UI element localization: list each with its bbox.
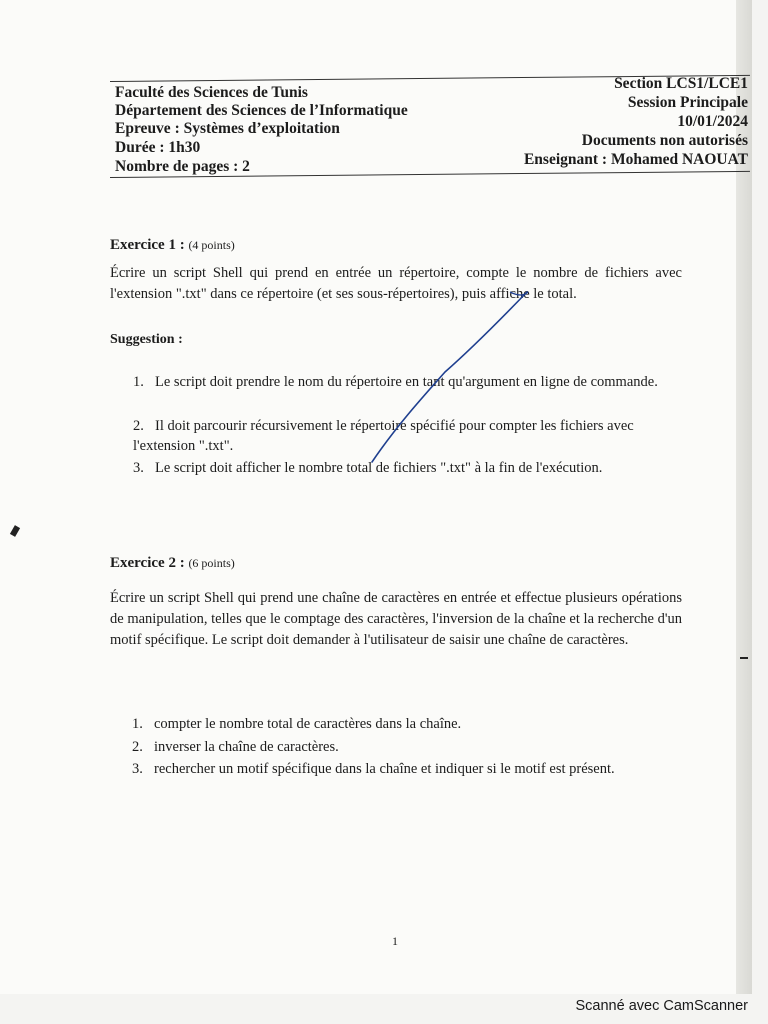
header-department: Département des Sciences de l’Informatique: [115, 102, 408, 119]
header-page-count: Nombre de pages : 2: [115, 158, 250, 175]
page-number: 1: [392, 934, 398, 948]
exercise1-title-text: Exercice 1 :: [110, 237, 185, 253]
item-number: 2.: [132, 739, 143, 755]
exercise2-item: [132, 759, 692, 779]
item-number: 3.: [132, 761, 143, 777]
item-text: compter le nombre total de caractères dans la chaîne.: [154, 716, 462, 732]
scanner-watermark: Scanné avec CamScanner: [575, 998, 748, 1014]
item-number: 3.: [133, 460, 144, 476]
exercise1-points: (4 points): [188, 238, 235, 252]
exercise1-item: [133, 416, 693, 456]
header-section: Section LCS1/LCE1: [614, 75, 748, 92]
item-number: 1.: [133, 374, 144, 390]
header-date: 10/01/2024: [677, 113, 748, 130]
exercise2-item: [132, 714, 692, 734]
item-text: inverser la chaîne de caractères.: [154, 739, 339, 755]
exercise1-statement: Écrire un script Shell qui prend en entrée un répertoire, compte le nombre de fichiers avec l'extension ".txt" dans ce répertoire (et ses sous-répertoires), puis affiche le total.: [110, 265, 682, 302]
item-text: Le script doit afficher le nombre total de fichiers ".txt" à la fin de l'exécution.: [155, 460, 603, 476]
header-faculty: Faculté des Sciences de Tunis: [115, 84, 308, 101]
exercise2-points: (6 points): [188, 556, 235, 570]
item-text: rechercher un motif spécifique dans la chaîne et indiquer si le motif est présent.: [154, 761, 615, 777]
item-number: 2.: [133, 418, 144, 434]
scan-artifact-mark: [740, 657, 748, 659]
exercise1-item: [133, 372, 693, 392]
exercise2-statement: Écrire un script Shell qui prend une chaîne de caractères en entrée et effectue plusieurs opérations de manipulation, telles que le comptage des caractères, l'inversion de la chaîne et la recherche d'un motif spécifique. Le script doit demander à l'utilisateur de saisir une chaîne de caractères.: [110, 590, 682, 648]
scan-artifact-mark: [10, 525, 20, 537]
header-exam-subject: Epreuve : Systèmes d’exploitation: [115, 120, 340, 137]
exercise1-title: [110, 237, 235, 254]
header-duration: Durée : 1h30: [115, 139, 201, 156]
exercise2-title: [110, 555, 235, 572]
item-number: 1.: [132, 716, 143, 732]
item-text: Le script doit prendre le nom du répertoire en tant qu'argument en ligne de commande.: [155, 374, 658, 390]
exercise1-suggestion-label: Suggestion :: [110, 332, 183, 347]
header-session: Session Principale: [627, 94, 748, 111]
exercise2-title-text: Exercice 2 :: [110, 555, 185, 571]
item-text: Il doit parcourir récursivement le répertoire spécifié pour compter les fichiers avec l'extension ".txt".: [133, 418, 634, 454]
header-documents: Documents non autorisés: [581, 132, 748, 149]
header-teacher: Enseignant : Mohamed NAOUAT: [523, 151, 748, 168]
exercise1-item: [133, 458, 693, 478]
exercise2-item: [132, 737, 692, 757]
